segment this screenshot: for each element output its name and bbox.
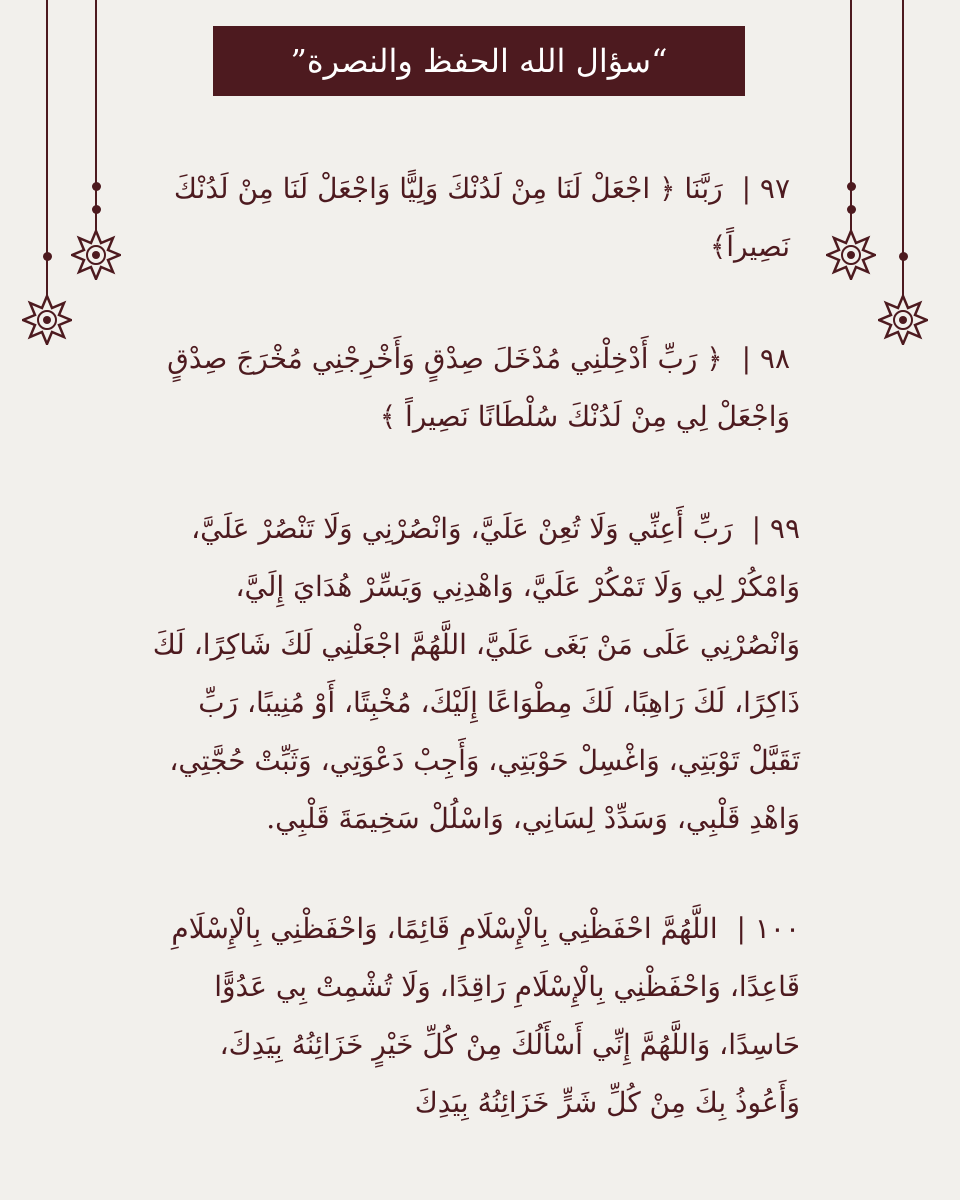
lantern-star-icon bbox=[71, 230, 121, 280]
supplication-99 bbox=[150, 500, 800, 848]
lantern-left-outer bbox=[22, 0, 72, 345]
item-number: ٩٧ | bbox=[741, 172, 790, 205]
page-title: “سؤال الله الحفظ والنصرة” bbox=[290, 42, 668, 80]
item-number: ٩٩ | bbox=[751, 512, 800, 545]
lantern-star-icon bbox=[826, 230, 876, 280]
lantern-right-outer bbox=[878, 0, 928, 345]
lantern-star-icon bbox=[878, 295, 928, 345]
supplication-98 bbox=[160, 330, 790, 446]
lantern-star-icon bbox=[22, 295, 72, 345]
lantern-left-inner bbox=[71, 0, 121, 280]
item-number: ١٠٠ | bbox=[736, 912, 800, 945]
item-text: رَبِّ أَعِنِّي وَلَا تُعِنْ عَلَيَّ، وَانْصُرْنِي وَلَا تَنْصُرْ عَلَيَّ، وَامْكُرْ لِي وَلَا تَمْكُرْ عَلَيَّ، وَاهْدِنِي وَيَسِّرْ هُدَايَ إِلَيَّ، وَانْصُرْنِي عَلَى مَنْ بَغَى عَلَيَّ، اللَّهُمَّ اجْعَلْنِي لَكَ شَاكِرًا، لَكَ ذَاكِرًا، لَكَ رَاهِبًا، لَكَ مِطْوَاعًا إِلَيْكَ، مُخْبِتًا، أَوْ مُنِيبًا، رَبِّ تَقَبَّلْ تَوْبَتِي، وَاغْسِلْ حَوْبَتِي، وَأَجِبْ دَعْوَتِي، وَثَبِّتْ حُجَّتِي، وَاهْدِ قَلْبِي، وَسَدِّدْ لِسَانِي، وَاسْلُلْ سَخِيمَةَ قَلْبِي. bbox=[152, 512, 800, 835]
title-banner bbox=[213, 26, 745, 96]
item-text: ﴿ رَبِّ أَدْخِلْنِي مُدْخَلَ صِدْقٍ وَأَخْرِجْنِي مُخْرَجَ صِدْقٍ وَاجْعَلْ لِي مِنْ لَدُنْكَ سُلْطَانًا نَصِيراً ﴾ bbox=[167, 342, 790, 433]
supplication-97 bbox=[160, 160, 790, 276]
item-text: اللَّهُمَّ احْفَظْنِي بِالْإِسْلَامِ قَائِمًا، وَاحْفَظْنِي بِالْإِسْلَامِ قَاعِدًا، وَاحْفَظْنِي بِالْإِسْلَامِ رَاقِدًا، وَلَا تُشْمِتْ بِي عَدُوًّا حَاسِدًا، وَاللَّهُمَّ إِنِّي أَسْأَلُكَ مِنْ كُلِّ خَيْرٍ خَزَائِنُهُ بِيَدِكَ، وَأَعُوذُ بِكَ مِنْ كُلِّ شَرٍّ خَزَائِنُهُ بِيَدِكَ bbox=[171, 912, 800, 1119]
lantern-right-inner bbox=[826, 0, 876, 280]
supplication-100 bbox=[150, 900, 800, 1132]
item-number: ٩٨ | bbox=[741, 342, 790, 375]
item-text: رَبَّنَا ﴿ اجْعَلْ لَنَا مِنْ لَدُنْكَ وَلِيًّا وَاجْعَلْ لَنَا مِنْ لَدُنْكَ نَصِيراً﴾ bbox=[173, 172, 790, 263]
